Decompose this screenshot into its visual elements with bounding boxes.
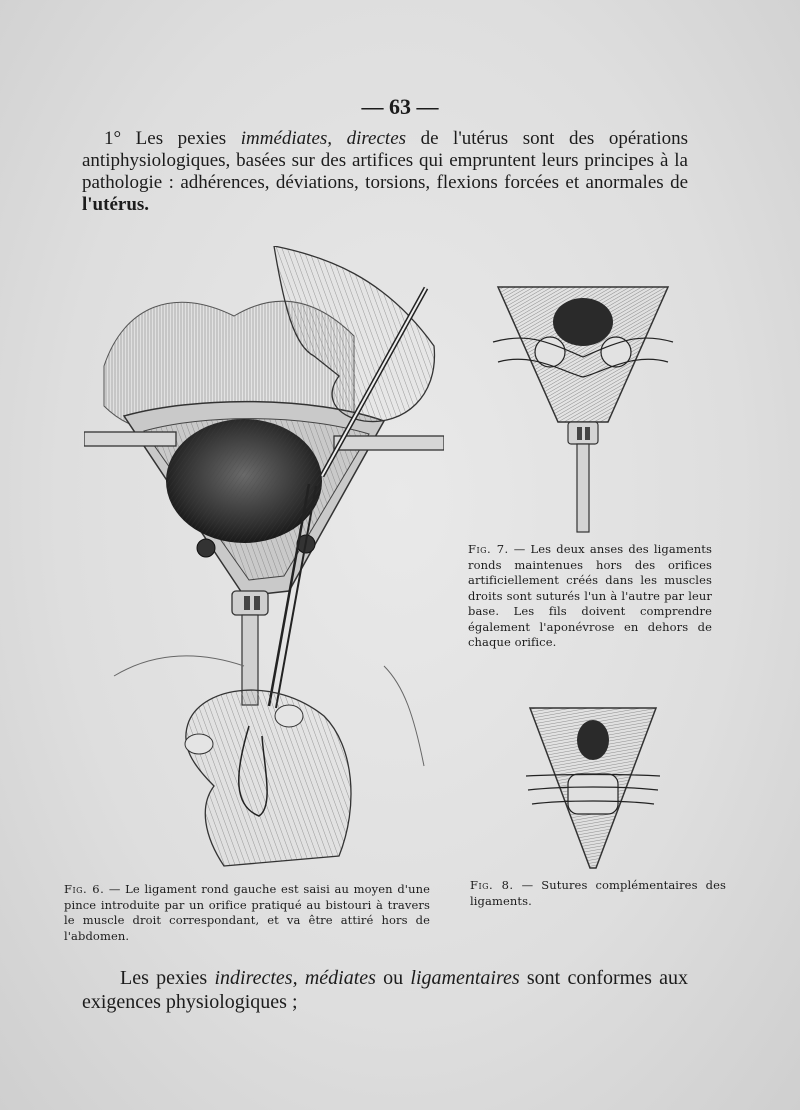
paragraph-run: Les pexies bbox=[120, 967, 215, 989]
paragraph-run: 1° Les pexies bbox=[104, 128, 241, 149]
figure-6-label: Fig. 6. bbox=[64, 882, 105, 896]
figure-6-caption bbox=[64, 882, 430, 944]
figure-8-illustration bbox=[524, 704, 662, 872]
figure-8-caption bbox=[470, 878, 726, 909]
paragraph-run-italic: indirectes, médiates bbox=[214, 967, 376, 989]
paragraph-run: sont conformes aux exigences physiologiques ; bbox=[82, 967, 689, 1013]
paragraph-indirect-pexies bbox=[82, 966, 688, 1014]
figure-6-text: — Le ligament rond gauche est saisi au moyen d'une pince introduite par un orifice pratiqué au bistouri à travers le muscle droit correspondant, et va être attiré hors de l'abdomen. bbox=[64, 882, 430, 943]
figure-7-label: Fig. 7. bbox=[468, 542, 509, 556]
page-number: — 63 — bbox=[361, 94, 439, 119]
paragraph-direct-pexies bbox=[82, 128, 688, 216]
figure-6-surgical-illustration bbox=[84, 246, 444, 874]
paragraph-run: ou bbox=[375, 967, 411, 989]
paragraph-run-italic: ligamentaires bbox=[410, 967, 520, 989]
figure-8-text: — Sutures complémentaires des ligaments. bbox=[470, 878, 726, 908]
figure-7-illustration bbox=[488, 282, 678, 534]
figure-7-text: — Les deux anses des ligaments ronds maintenues hors des orifices artificiellement créés dans les muscles droits sont suturés l'un à l'autre par leur base. Les fils doivent comprendre également l'aponévrose en dehors de chaque orifice. bbox=[468, 542, 712, 649]
figure-7-caption bbox=[468, 542, 712, 651]
paragraph-run: de l'utérus sont des opérations antiphysiologiques, basées sur des artifices qui empruntent leurs principes à la pathologie : adhérences, déviations, torsions, flexions forcées et anormales de bbox=[82, 128, 688, 193]
paragraph-run-bold: l'utérus. bbox=[82, 194, 150, 215]
paragraph-run-italic: immédiates, directes bbox=[240, 128, 407, 149]
figure-8-label: Fig. 8. bbox=[470, 878, 514, 892]
